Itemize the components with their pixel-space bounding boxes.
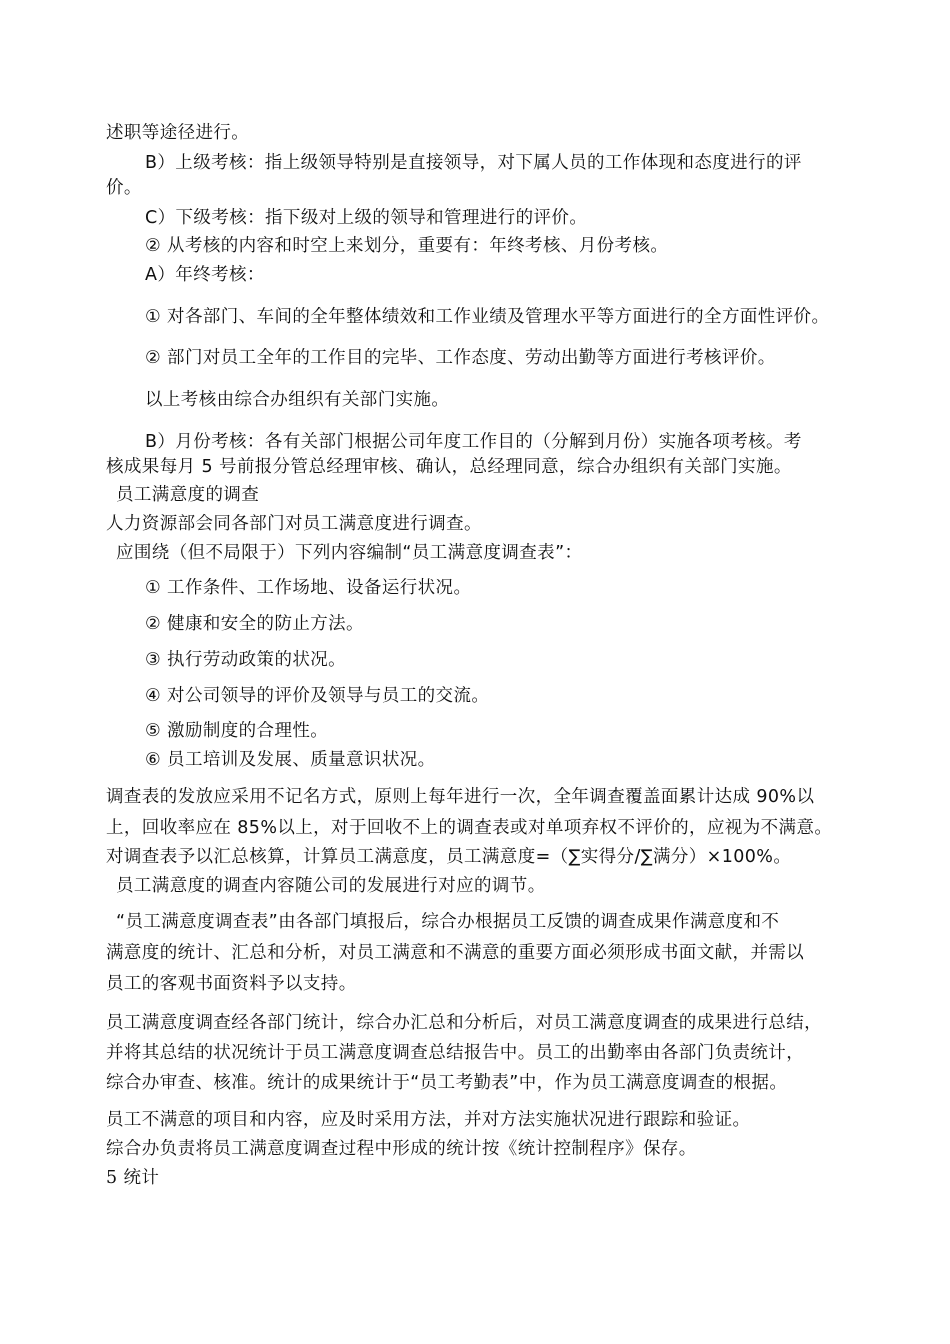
- text-line: 综合办负责将员工满意度调查过程中形成的统计按《统计控制程序》保存。: [106, 1139, 697, 1159]
- text-line: 核成果每月 5 号前报分管总经理审核、确认，总经理同意，综合办组织有关部门实施。: [106, 457, 792, 477]
- text-line: 价。: [106, 178, 142, 198]
- list-item: ④ 对公司领导的评价及领导与员工的交流。: [145, 686, 490, 706]
- text-line: A）年终考核：: [145, 265, 265, 285]
- text-line: 人力资源部会同各部门对员工满意度进行调查。: [106, 514, 482, 534]
- text-line: 调查表的发放应采用不记名方式，原则上每年进行一次，全年调查覆盖面累计达成 90%以: [106, 787, 815, 807]
- text-line: “员工满意度调查表”由各部门填报后，综合办根据员工反馈的调查成果作满意度和不: [116, 912, 780, 932]
- list-item: ⑤ 激励制度的合理性。: [145, 721, 329, 741]
- text-line: 述职等途径进行。: [106, 123, 250, 143]
- text-line: 员工满意度调查经各部门统计，综合办汇总和分析后，对员工满意度调查的成果进行总结，: [106, 1013, 822, 1033]
- text-line: 员工的客观书面资料予以支持。: [106, 974, 357, 994]
- text-line: 员工满意度的调查内容随公司的发展进行对应的调节。: [116, 876, 546, 896]
- list-item: ① 工作条件、工作场地、设备运行状况。: [145, 578, 472, 598]
- text-line: 满意度的统计、汇总和分析，对员工满意和不满意的重要方面必须形成书面文献，并需以: [106, 943, 805, 963]
- section-heading: 员工满意度的调查: [116, 485, 260, 505]
- text-line: ② 从考核的内容和时空上来划分，重要有：年终考核、月份考核。: [145, 236, 669, 256]
- text-line: 员工不满意的项目和内容，应及时采用方法，并对方法实施状况进行跟踪和验证。: [106, 1110, 751, 1130]
- text-line: 并将其总结的状况统计于员工满意度调查总结报告中。员工的出勤率由各部门负责统计，: [106, 1043, 805, 1063]
- text-line: B）月份考核：各有关部门根据公司年度工作目的（分解到月份）实施各项考核。考: [145, 432, 802, 452]
- text-line: 应围绕（但不局限于）下列内容编制“员工满意度调查表”：: [116, 543, 583, 563]
- text-line: B）上级考核：指上级领导特别是直接领导，对下属人员的工作体现和态度进行的评: [145, 153, 802, 173]
- text-line: 以上考核由综合办组织有关部门实施。: [145, 390, 450, 410]
- section-heading: 5 统计: [106, 1168, 160, 1188]
- list-item: ⑥ 员工培训及发展、质量意识状况。: [145, 750, 436, 770]
- list-item: ③ 执行劳动政策的状况。: [145, 650, 347, 670]
- list-item: ② 健康和安全的防止方法。: [145, 614, 364, 634]
- text-line: 对调查表予以汇总核算，计算员工满意度，员工满意度=（∑实得分/∑满分）×100%。: [106, 847, 792, 867]
- text-line: ② 部门对员工全年的工作目的完毕、工作态度、劳动出勤等方面进行考核评价。: [145, 348, 776, 368]
- text-line: ① 对各部门、车间的全年整体绩效和工作业绩及管理水平等方面进行的全方面性评价。: [145, 307, 830, 327]
- text-line: 上，回收率应在 85%以上，对于回收不上的调查表或对单项弃权不评价的，应视为不满意。: [106, 818, 833, 838]
- text-line: 综合办审查、核准。统计的成果统计于“员工考勤表”中，作为员工满意度调查的根据。: [106, 1073, 788, 1093]
- text-line: C）下级考核：指下级对上级的领导和管理进行的评价。: [145, 208, 588, 228]
